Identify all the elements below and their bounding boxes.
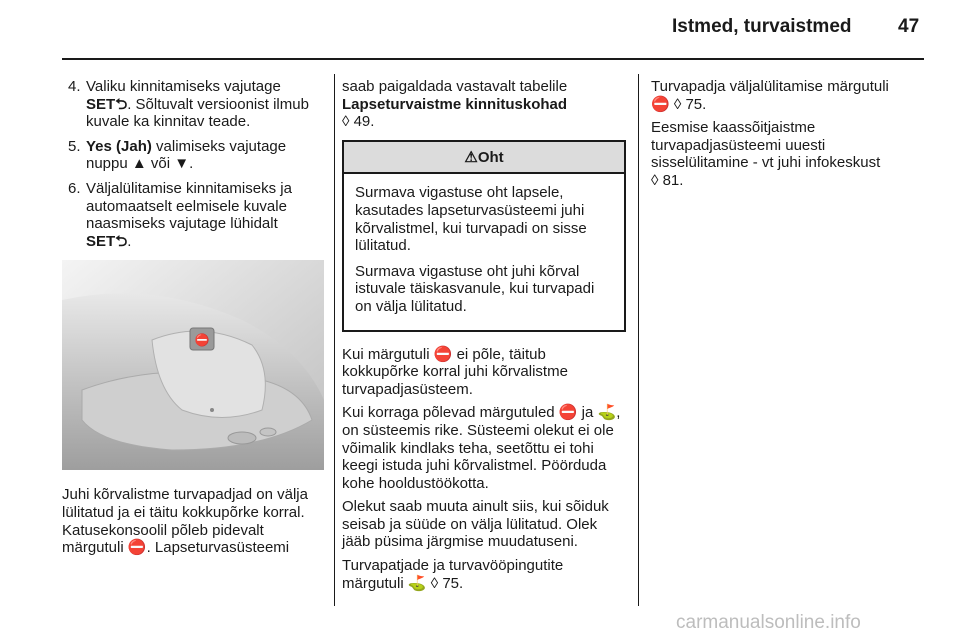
- page-number: 47: [898, 16, 920, 37]
- airbag-off-icon: ⛔: [558, 404, 578, 422]
- airbag-off-icon: ⛔: [651, 95, 670, 113]
- paragraph: Kui korraga põlevad märgutuled ⛔ ja ⛳, on süsteemis rike. Süsteemi olekut ei ole võimalik kindlaks teha, seetõttu ei tohi keegi istuda juhi kõrvalistmel. Pöörduda kohe hooldustöökotta.: [342, 404, 621, 492]
- column-divider-1: [334, 74, 335, 606]
- airbag-warning-icon: ⛳: [407, 574, 427, 592]
- warning-body: Surmava vigastuse oht lapsele, kasutades lapseturvasüsteemi juhi kõrvalistmel, kui turvapadi on sisse lülitatud. Surmava vigastuse oht juhi kõrval istuvale täiskasvanule, kui turvapadi on välja lülitatud.: [355, 184, 595, 315]
- column-3: [651, 78, 926, 196]
- return-arrow-icon: ⮌: [115, 95, 128, 113]
- page-reference-icon: ◊: [430, 574, 439, 592]
- list-item: 6. Väljalülitamise kinnitamiseks ja automaatselt eelmisele kuvale naasmiseks vajutage lühidalt SET⮌.: [68, 179, 292, 250]
- airbag-off-icon: ⛔: [127, 539, 147, 557]
- page-reference-icon: ◊: [342, 113, 350, 131]
- return-arrow-icon: ⮌: [115, 232, 128, 250]
- intro-paragraph: saab paigaldada vastavalt tabelile Lapseturvaistme kinnituskohad ◊ 49.: [342, 78, 568, 131]
- roof-console-photo: [62, 260, 324, 470]
- column-divider-2: [638, 74, 639, 606]
- roof-console-illustration: [62, 260, 324, 470]
- warning-box: [342, 140, 626, 332]
- column-1: [62, 78, 326, 563]
- paragraph: Olekut saab muuta ainult siis, kui sõiduk seisab ja süüde on välja lülitatud. Olek jääb püsima järgmise muudatuseni.: [342, 498, 609, 551]
- page-header-title: Istmed, turvaistmed: [672, 16, 852, 37]
- list-item: 4. Valiku kinnitamiseks vajutage SET⮌. Sõltuvalt versioonist ilmub kuvale ka kinnitav teade.: [68, 78, 309, 131]
- list-item: 5. Yes (Jah) valimiseks vajutage nuppu ▲ või ▼.: [68, 137, 287, 173]
- page-reference[interactable]: 75.: [685, 95, 707, 113]
- svg-text:⛔: ⛔: [194, 333, 210, 348]
- page-reference[interactable]: 49.: [353, 113, 375, 131]
- page-reference[interactable]: 81.: [662, 171, 684, 189]
- airbag-warning-icon: ⛳: [597, 404, 617, 422]
- page-reference-icon: ◊: [651, 171, 659, 189]
- paragraph: Eesmise kaassõitjaistme turvapadjasüsteemi uuesti sisselülitamine - vt juhi infokeskust ◊ 81.: [651, 119, 881, 189]
- airbag-off-icon: ⛔: [433, 345, 453, 363]
- page-reference[interactable]: 75.: [442, 574, 464, 592]
- warning-icon: ⚠: [464, 148, 478, 166]
- warning-heading: ⚠Oht: [344, 142, 624, 175]
- watermark: carmanualsonline.info: [676, 612, 861, 633]
- paragraph: Turvapatjade ja turvavööpingutite märgutuli ⛳ ◊ 75.: [342, 557, 564, 592]
- column-2: [342, 78, 626, 598]
- header-divider: [62, 58, 924, 60]
- page-reference-icon: ◊: [673, 95, 682, 113]
- paragraph: Kui märgutuli ⛔ ei põle, täitub kokkupõrke korral juhi kõrvalistme turvapadjasüsteem.: [342, 345, 568, 398]
- photo-caption: Juhi kõrvalistme turvapadjad on välja lülitatud ja ei täitu kokkupõrke korral. Katusekonsoolil põleb pidevalt märgutuli ⛔. Lapseturvasüsteemi: [62, 486, 308, 557]
- paragraph: Turvapadja väljalülitamise märgutuli ⛔ ◊ 75.: [651, 78, 889, 113]
